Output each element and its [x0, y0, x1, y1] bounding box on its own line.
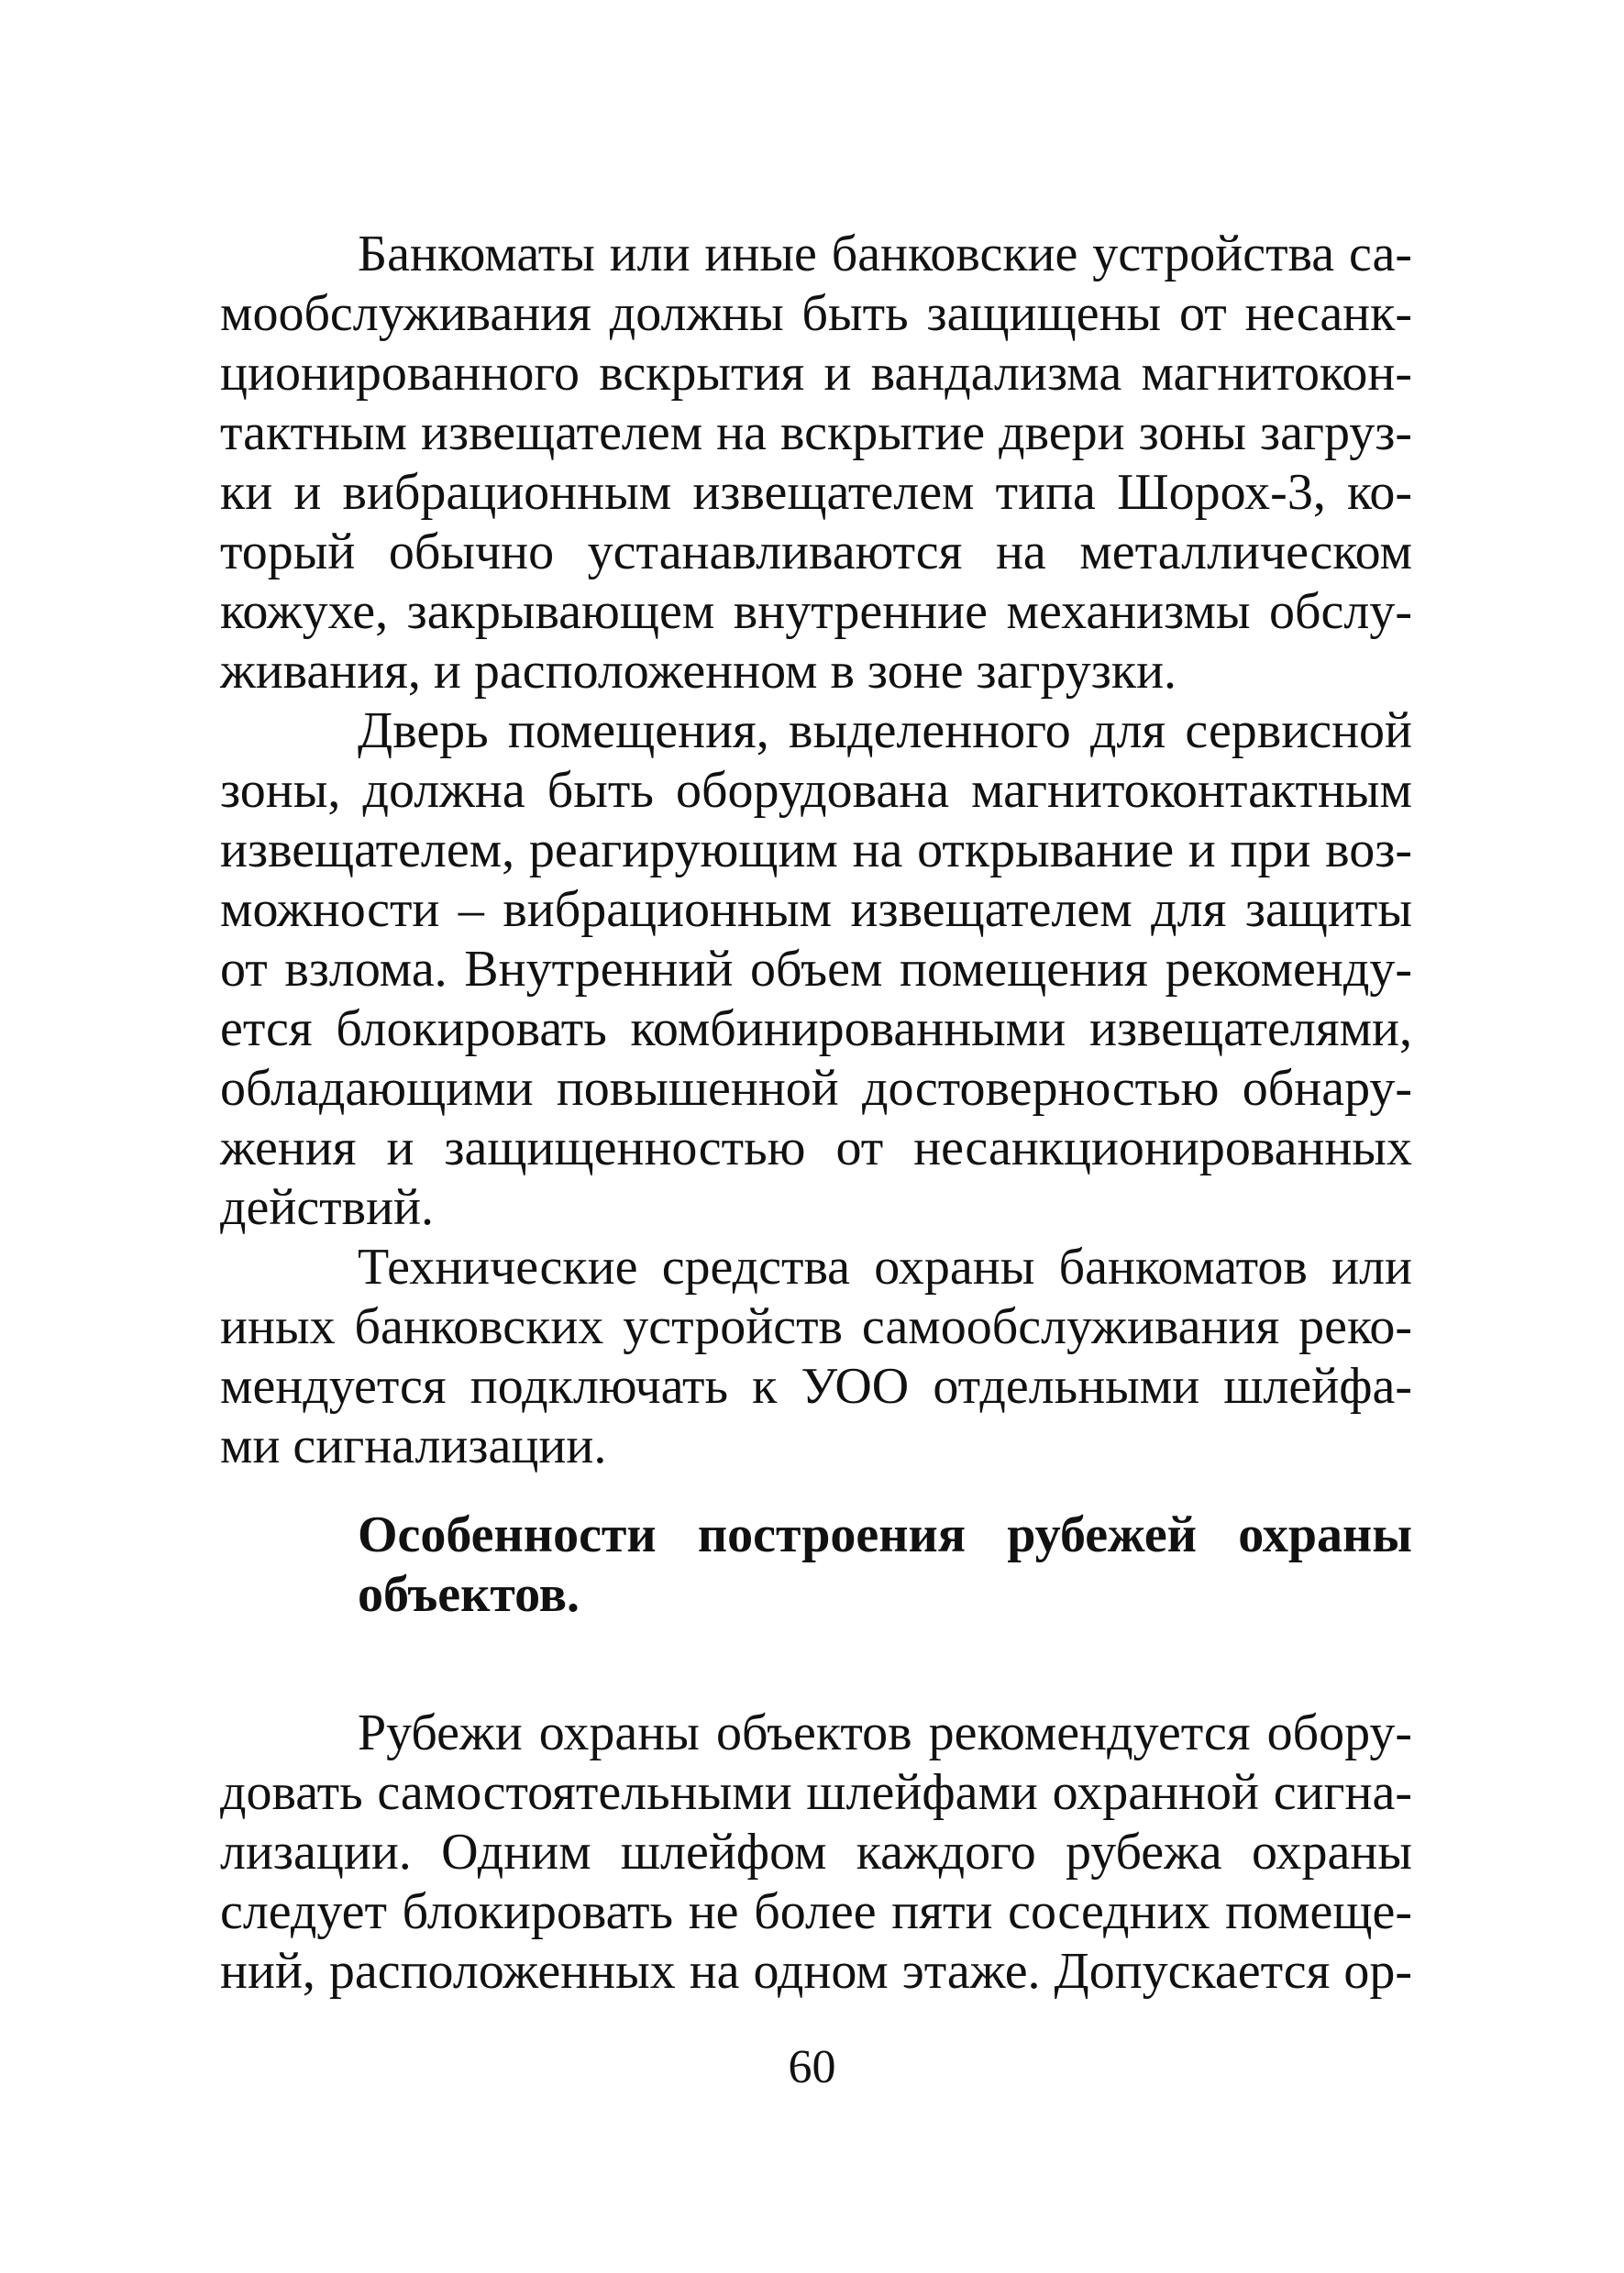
text-line: действий.	[220, 1179, 435, 1236]
text-line: ми сигнализации.	[220, 1418, 607, 1474]
heading-line: объектов.	[358, 1566, 580, 1623]
paragraph-atm-protection	[220, 225, 1412, 701]
text-line: следует блокировать не более пяти соседних помеще-	[220, 1883, 1412, 1940]
text-line: кожухе, закрывающем внутренние механизмы обслу-	[220, 583, 1412, 640]
text-line: ционированного вскрытия и вандализма магнитокон-	[220, 345, 1412, 402]
text-line: живания, и расположенном в зоне загрузки.	[220, 643, 1177, 700]
text-line: жения и защищенностью от несанкционированных	[220, 1120, 1412, 1176]
text-line: зоны, должна быть оборудована магнитоконтактным	[220, 762, 1412, 819]
text-line: ется блокировать комбинированными извещателями,	[220, 1000, 1412, 1057]
text-line: извещателем, реагирующим на открывание и при воз-	[220, 822, 1412, 878]
text-line: лизации. Одним шлейфом каждого рубежа охраны	[220, 1824, 1412, 1881]
heading-line: Особенности построения рубежей охраны	[358, 1506, 1412, 1563]
text-line: мендуется подключать к УОО отдельными шлейфа-	[220, 1358, 1412, 1415]
text-line: иных банковских устройств самообслуживания реко-	[220, 1298, 1412, 1355]
text-line: довать самостоятельными шлейфами охранной сигна-	[220, 1764, 1412, 1821]
section-heading	[358, 1506, 1412, 1625]
text-line: тактным извещателем на вскрытие двери зоны загруз-	[220, 404, 1412, 461]
page-number: 60	[788, 2041, 836, 2093]
text-line: Рубежи охраны объектов рекомендуется обору-	[358, 1705, 1412, 1761]
text-line: ний, расположенных на одном этаже. Допускается ор-	[220, 1943, 1412, 2000]
text-line: можности – вибрационным извещателем для защиты	[220, 881, 1412, 938]
text-line: мообслуживания должны быть защищены от несанк-	[220, 285, 1412, 342]
text-line: ки и вибрационным извещателем типа Шорох-3, ко-	[220, 464, 1412, 521]
text-line: Банкоматы или иные банковские устройства са-	[358, 226, 1412, 282]
text-line: Технические средства охраны банкоматов или	[358, 1239, 1412, 1296]
paragraph-protection-boundaries	[220, 1704, 1412, 2002]
text-line: Дверь помещения, выделенного для сервисной	[358, 702, 1412, 759]
text-line: обладающими повышенной достоверностью обнару-	[220, 1060, 1412, 1117]
text-line: торый обычно устанавливаются на металлическом	[220, 524, 1412, 580]
text-line: от взлома. Внутренний объем помещения рекоменду-	[220, 941, 1412, 998]
paragraph-technical-means	[220, 1238, 1412, 1476]
paragraph-service-zone-door	[220, 701, 1412, 1238]
